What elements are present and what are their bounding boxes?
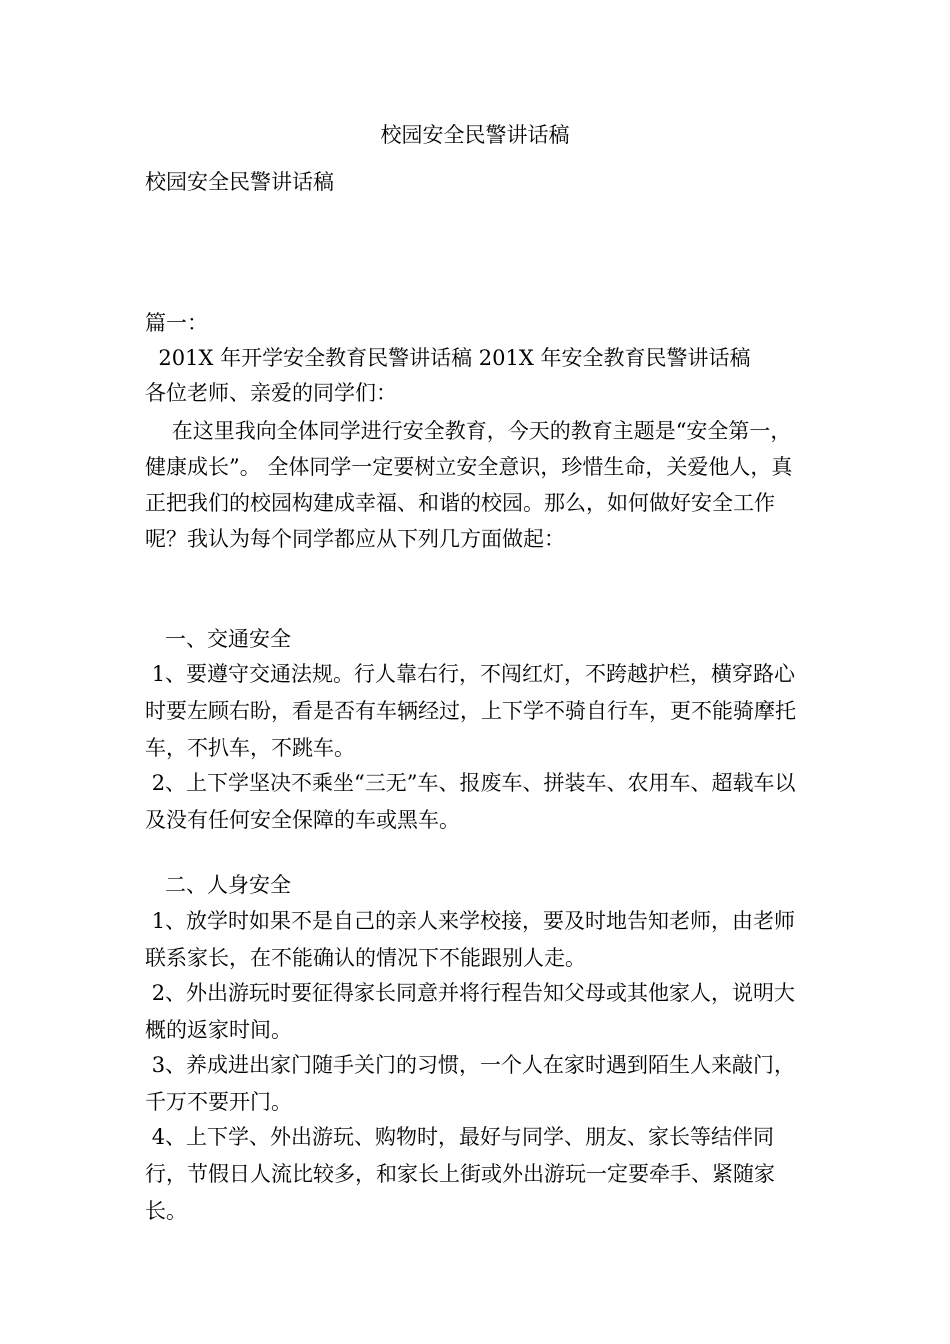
section-item: 3、养成进出家门随手关门的习惯，一个人在家时遇到陌生人来敲门，千万不要开门。 [145, 1053, 796, 1114]
document-title: 校园安全民警讲话稿 [380, 123, 570, 147]
section-heading-traffic: 一、交通安全 [145, 627, 292, 651]
section-item: 2、上下学坚决不乘坐“三无”车、报废车、拼装车、农用车、超载车以及没有任何安全保障的车或黑车。 [145, 771, 796, 832]
greeting: 各位老师、亲爱的同学们： [145, 381, 397, 405]
part-label: 篇一： [145, 311, 208, 335]
section-item: 1、放学时如果不是自己的亲人来学校接，要及时地告知老师，由老师联系家长，在不能确认的情况下不能跟别人走。 [145, 909, 796, 970]
opening-paragraph: 在这里我向全体同学进行安全教育，今天的教育主题是“安全第一，健康成长”。 全体同学一定要树立安全意识，珍惜生命，关爱他人，真正把我们的校园构建成幸福、和谐的校园。那么，如何做好安全工作呢？我认为每个同学都应从下列几方面做起： [145, 419, 793, 551]
section-item: 1、要遵守交通法规。行人靠右行，不闯红灯，不跨越护栏，横穿路心时要左顾右盼，看是否有车辆经过，上下学不骑自行车，更不能骑摩托车，不扒车，不跳车。 [145, 662, 796, 760]
document-subtitle: 校园安全民警讲话稿 [145, 170, 334, 194]
section-item: 4、上下学、外出游玩、购物时，最好与同学、朋友、家长等结伴同行，节假日人流比较多，和家长上街或外出游玩一定要牵手、紧随家长。 [145, 1125, 775, 1223]
section-heading-personal: 二、人身安全 [145, 873, 292, 897]
intro-line: 201X 年开学安全教育民警讲话稿 201X 年安全教育民警讲话稿 [145, 346, 751, 370]
section-item: 2、外出游玩时要征得家长同意并将行程告知父母或其他家人，说明大概的返家时间。 [145, 981, 796, 1042]
